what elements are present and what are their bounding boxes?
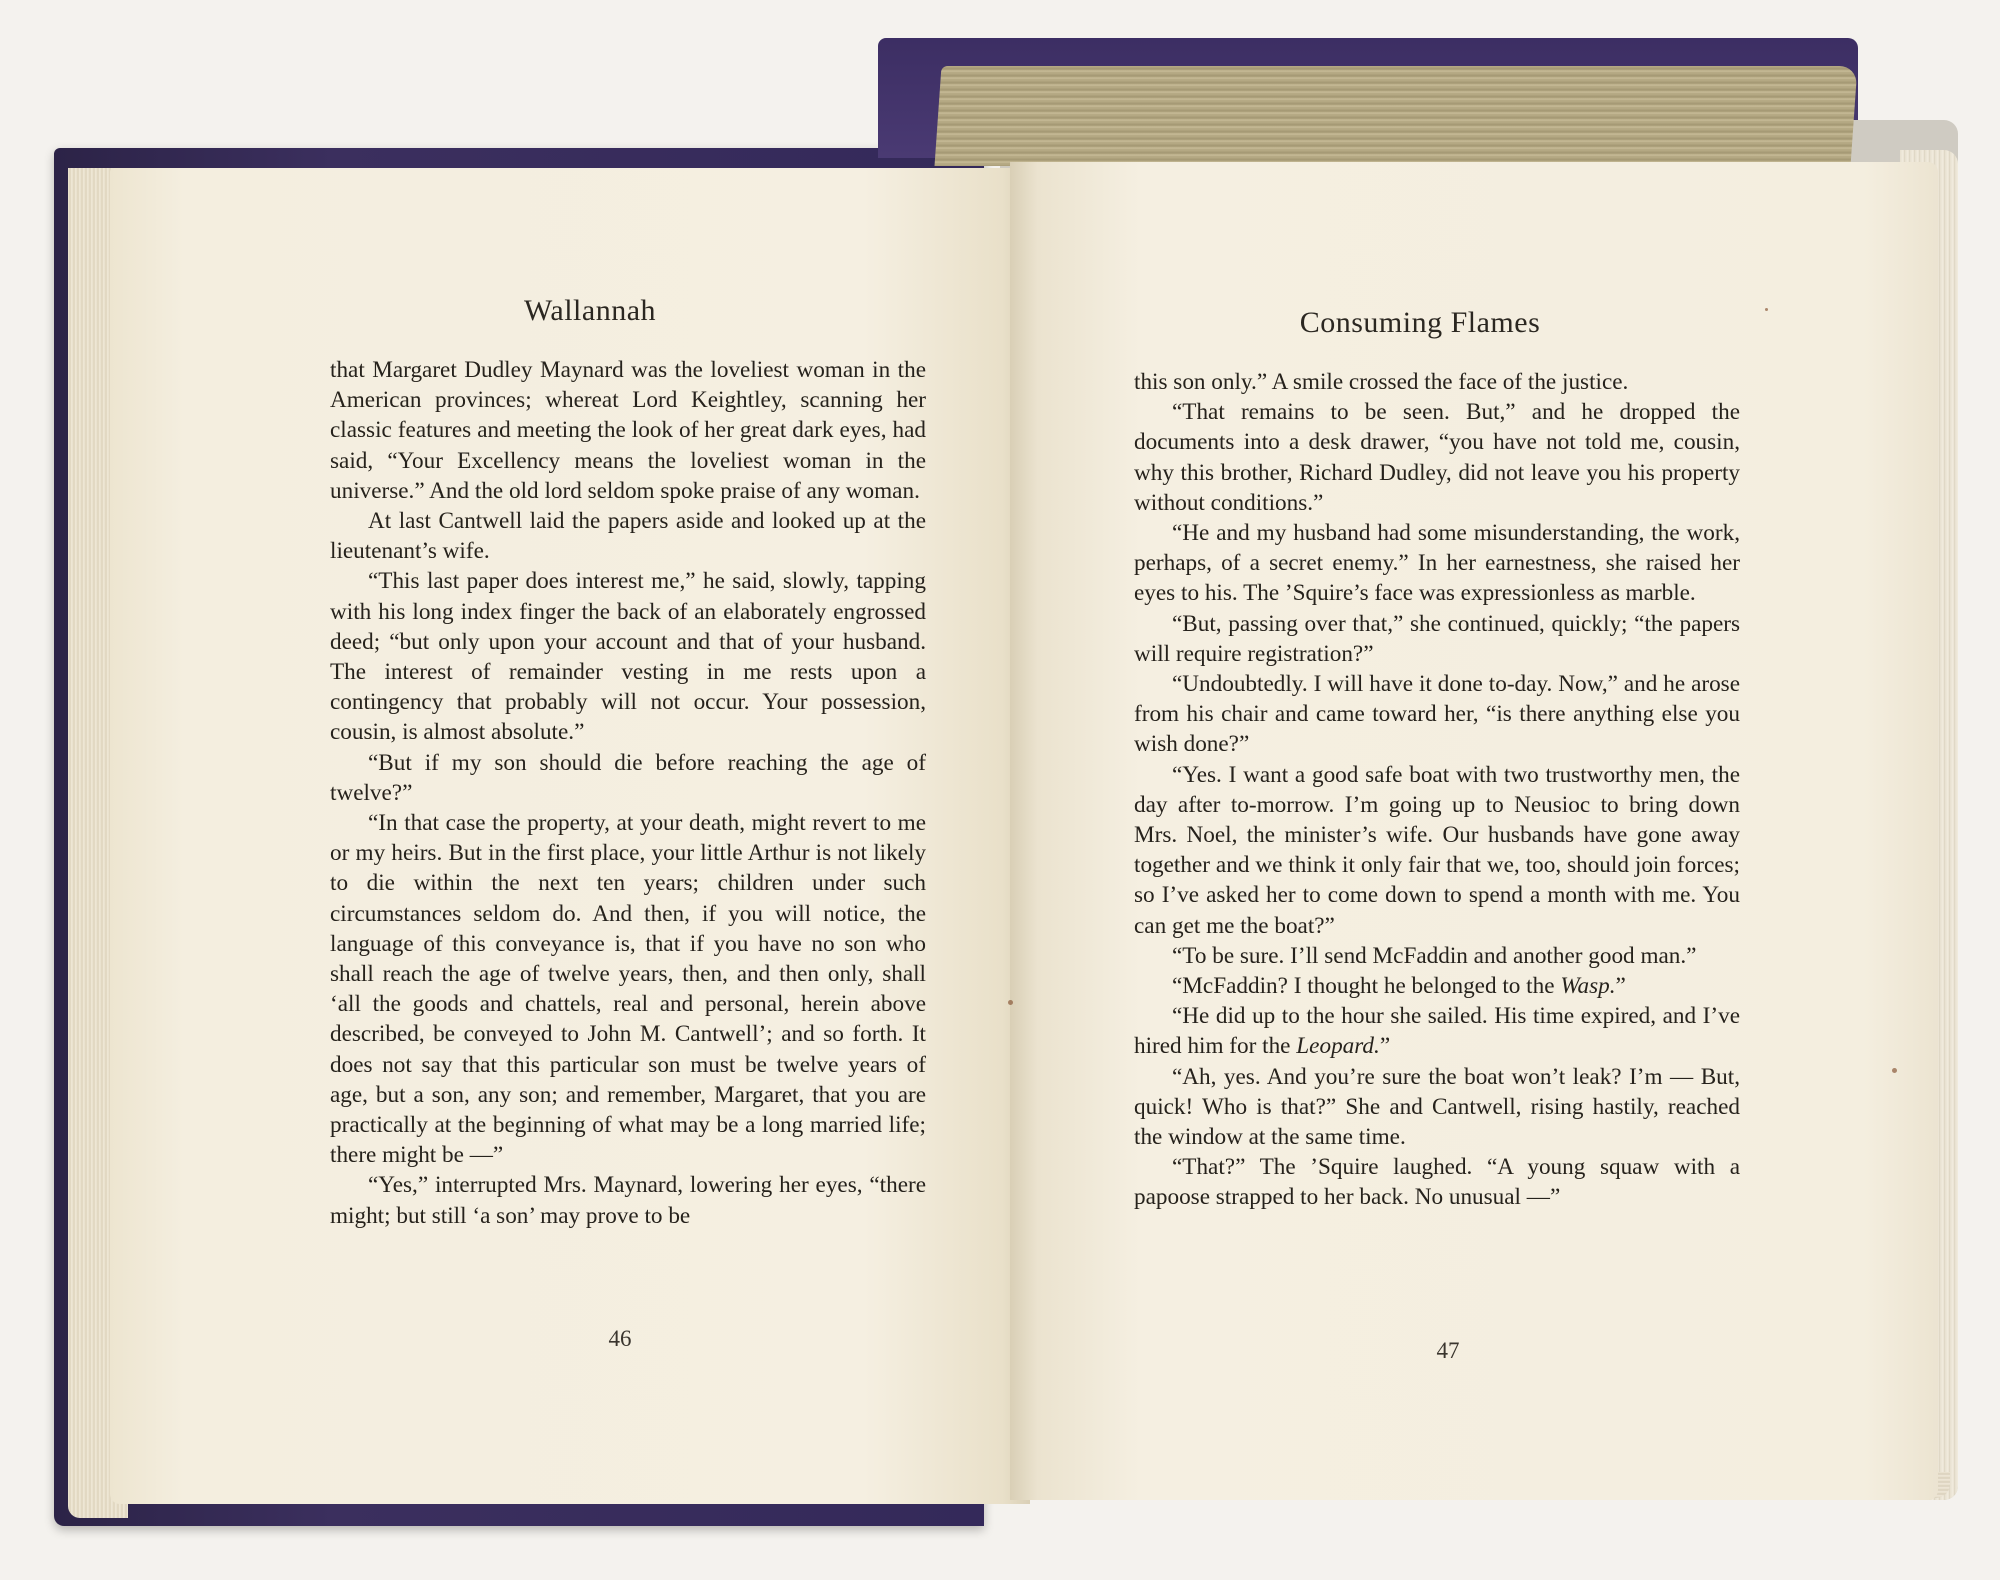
text-run: “McFaddin? I thought he belonged to the	[1172, 973, 1561, 1000]
paragraph: “But, passing over that,” she continued, quickly; “the papers will require registration?”	[1134, 610, 1740, 667]
paragraph: that Margaret Dudley Maynard was the loveliest woman in the American provinces; whereat Lord Keightley, scanning her classic features and meeting the look of her great dark eyes, had said, “Your Excellency means the loveliest woman in the universe.” And the old lord seldom spoke praise of any woman.	[330, 357, 926, 504]
foxing-speck	[1765, 308, 1768, 311]
paragraph	[1134, 1001, 1740, 1061]
left-running-head: Wallannah	[523, 294, 657, 327]
left-page-number: 46	[608, 1326, 632, 1351]
paragraph	[1134, 971, 1740, 1001]
paragraph: At last Cantwell laid the papers aside and looked up at the lieutenant’s wife.	[330, 508, 926, 565]
paragraph: “In that case the property, at your death, might revert to me or my heirs. But in the first place, your little Arthur is not likely to die within the next ten years; children under such circumstances seldom do. And then, if you will notice, the language of this conveyance is, that if you have no son who shall reach the age of twelve years, then, and then only, shall ‘all the goods and chattels, real and personal, herein above described, be conveyed to John M. Cantwell’; and so forth. It does not say that this particular son must be twelve years of age, but a son, any son; and remember, Margaret, that you are practically at the beginning of what may be a long married life; there might be —”	[330, 810, 926, 1169]
paragraph: “Yes. I want a good safe boat with two trustworthy men, the day after to-morrow. I’m going up to Neusioc to bring down Mrs. Noel, the minister’s wife. Our husbands have gone away together and we think it only fair that we, too, should join forces; so I’ve asked her to come down to spend a month with me. You can get me the boat?”	[1134, 761, 1740, 939]
paragraph: “That?” The ’Squire laughed. “A young squaw with a papoose strapped to her back. No unusual —”	[1134, 1154, 1740, 1211]
paragraph: “This last paper does interest me,” he said, slowly, tapping with his long index finger the back of an elaborately engrossed deed; “but only upon your account and that of your husband. The interest of remainder vesting in me rests upon a contingency that probably will not occur. Your possession, cousin, is almost absolute.”	[330, 568, 926, 746]
right-page-number: 47	[1436, 1338, 1460, 1363]
text-run: “He did up to the hour she sailed. His time expired, and I’ve hired him for the	[1134, 1003, 1740, 1060]
right-page-text	[1134, 367, 1740, 1213]
text-run: ”	[1379, 1033, 1391, 1060]
paragraph: “Undoubtedly. I will have it done to-day. Now,” and he arose from his chair and came toward her, “is there anything else you wish done?”	[1134, 671, 1740, 758]
right-running-head: Consuming Flames	[1299, 306, 1541, 339]
paragraph: “But if my son should die before reaching the age of twelve?”	[330, 749, 926, 806]
text-run: ”	[1615, 973, 1626, 1000]
paragraph: “Ah, yes. And you’re sure the boat won’t leak? I’m — But, quick! Who is that?” She and Cantwell, rising hastily, reached the window at the same time.	[1134, 1063, 1740, 1151]
paragraph: “He and my husband had some misunderstanding, the work, perhaps, of a secret enemy.” In her earnestness, she raised her eyes to his. The ’Squire’s face was expressionless as marble.	[1134, 520, 1740, 607]
left-page-text	[330, 355, 926, 1231]
paragraph: “That remains to be seen. But,” and he dropped the documents into a desk drawer, “you have not told me, cousin, why this brother, Richard Dudley, did not leave you his property without conditions.”	[1134, 399, 1740, 516]
ship-name-leopard: Leopard.	[1296, 1033, 1380, 1060]
ship-name-wasp: Wasp.	[1560, 973, 1616, 1000]
paragraph: this son only.” A smile crossed the face of the justice.	[1134, 369, 1629, 395]
foxing-speck	[1892, 1068, 1897, 1073]
gilt-page-edges	[935, 66, 1858, 166]
paragraph: “Yes,” interrupted Mrs. Maynard, lowering her eyes, “there might; but still ‘a son’ may prove to be	[330, 1172, 926, 1229]
foxing-speck	[1008, 1000, 1013, 1005]
paragraph: “To be sure. I’ll send McFaddin and another good man.”	[1172, 942, 1697, 969]
